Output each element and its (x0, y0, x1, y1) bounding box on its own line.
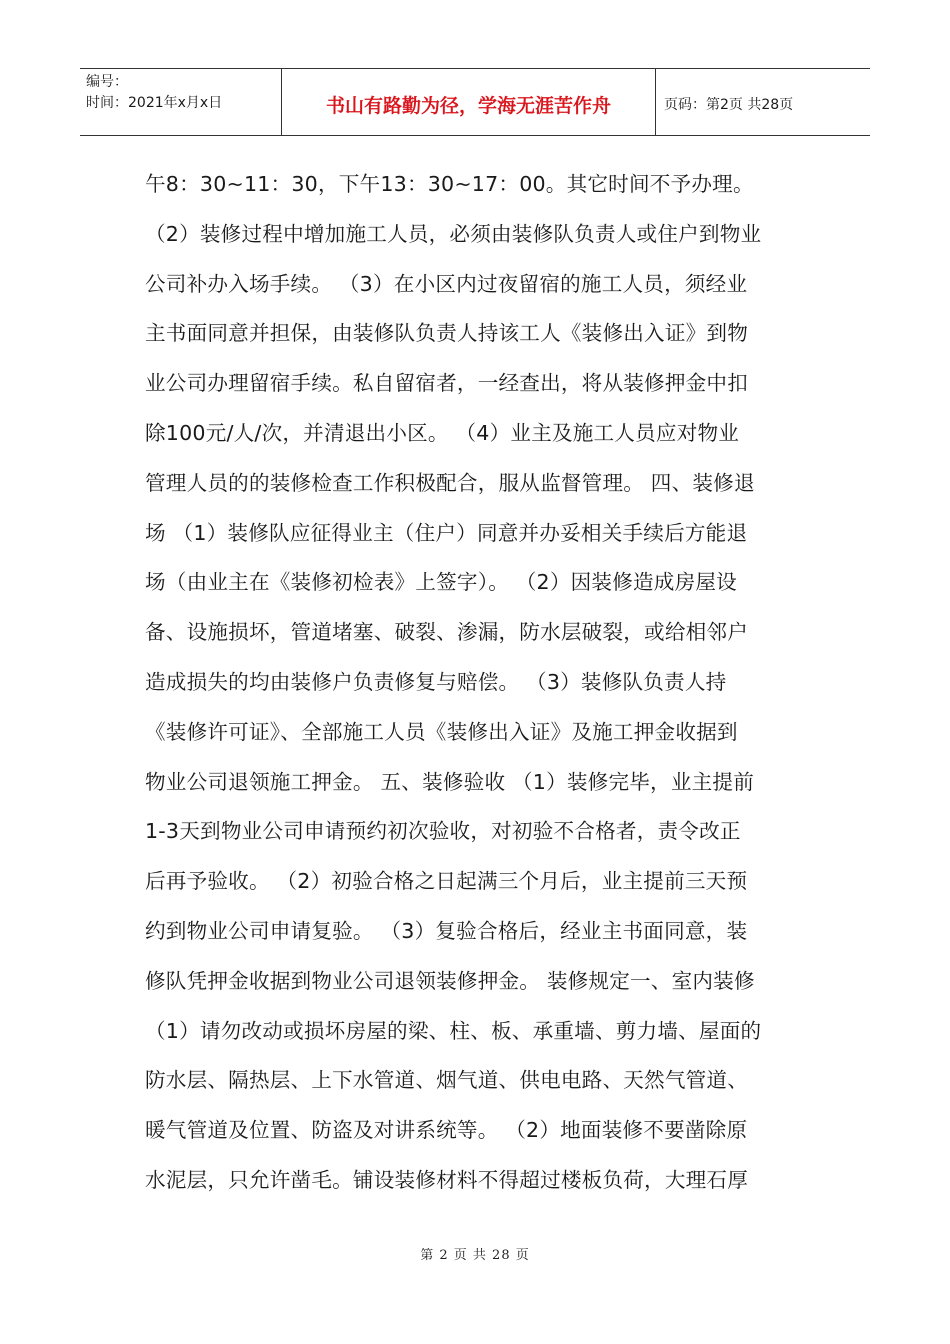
header-meta (80, 69, 282, 135)
body-line: 管理人员的的装修检查工作积极配合，服从监督管理。 四、装修退 (145, 470, 755, 495)
body-line: 备、设施损坏，管道堵塞、破裂、渗漏，防水层破裂，或给相邻户 (145, 620, 749, 645)
body-line: 造成损失的均由装修户负责修复与赔偿。 （3）装修队负责人持 (145, 669, 727, 694)
header-page-info: 页码：第2页 共28页 (664, 97, 794, 113)
document-body (145, 160, 810, 1206)
body-line: 约到物业公司申请复验。 （3）复验合格后，经业主书面同意，装 (145, 918, 748, 943)
body-line: 后再予验收。 （2）初验合格之日起满三个月后，业主提前三天预 (145, 869, 748, 894)
body-line: 水泥层，只允许凿毛。铺设装修材料不得超过楼板负荷，大理石厚 (145, 1167, 749, 1192)
body-line: 《装修许可证》、全部施工人员《装修出入证》及施工押金收据到 (145, 719, 738, 744)
page-header (80, 68, 870, 136)
body-line: 主书面同意并担保，由装修队负责人持该工人《装修出入证》到物 (145, 321, 749, 346)
body-line: 修队凭押金收据到物业公司退领装修押金。 装修规定一、室内装修 (145, 968, 755, 993)
page-footer: 第 2 页 共 28 页 (420, 1248, 530, 1263)
body-line: 场（由业主在《装修初检表》上签字）。 （2）因装修造成房屋设 (145, 570, 737, 595)
header-motto: 书山有路勤为径，学海无涯苦作舟 (282, 69, 656, 135)
body-line: 午8：30~11：30，下午13：30~17：00。其它时间不予办理。 (145, 172, 754, 196)
document-date: 时间：2021年x月x日 (86, 95, 223, 111)
body-line: 业公司办理留宿手续。私自留宿者，一经查出，将从装修押金中扣 (145, 371, 749, 396)
body-line: 公司补办入场手续。 （3）在小区内过夜留宿的施工人员，须经业 (145, 271, 748, 296)
body-line: 物业公司退领施工押金。 五、装修验收 （1）装修完毕，业主提前 (145, 769, 755, 794)
body-line: 暖气管道及位置、防盗及对讲系统等。 （2）地面装修不要凿除原 (145, 1118, 748, 1143)
body-line: （1）请勿改动或损坏房屋的梁、柱、板、承重墙、剪力墙、屋面的 (145, 1018, 762, 1043)
body-line: 1-3天到物业公司申请预约初次验收，对初验不合格者，责令改正 (145, 819, 741, 844)
body-line: （2）装修过程中增加施工人员，必须由装修队负责人或住户到物业 (145, 221, 762, 246)
body-line: 除100元/人/次，并清退出小区。 （4）业主及施工人员应对物业 (145, 420, 740, 445)
body-line: 场 （1）装修队应征得业主（住户）同意并办妥相关手续后方能退 (145, 520, 748, 545)
body-line: 防水层、隔热层、上下水管道、烟气道、供电电路、天然气管道、 (145, 1068, 749, 1093)
document-number-label: 编号： (86, 74, 128, 90)
